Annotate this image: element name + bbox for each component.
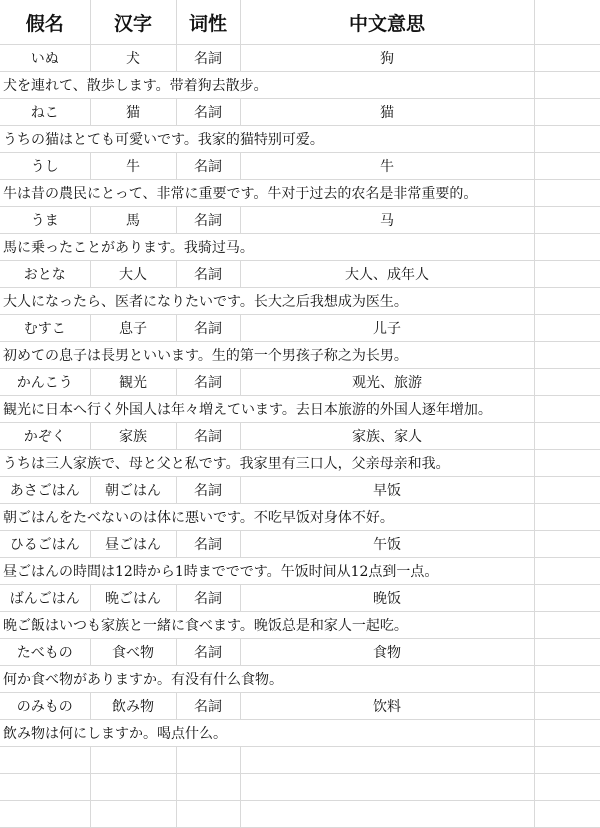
word-meaning: 早饭 bbox=[240, 477, 534, 504]
word-meaning: 午饭 bbox=[240, 531, 534, 558]
word-row bbox=[0, 261, 600, 288]
word-pos: 名詞 bbox=[176, 45, 240, 72]
word-kanji: 飲み物 bbox=[90, 693, 176, 720]
example-row bbox=[0, 234, 600, 261]
empty-cell bbox=[534, 45, 600, 72]
example-sentence: 晩ご飯はいつも家族と一緒に食べます。晚饭总是和家人一起吃。 bbox=[0, 612, 534, 639]
example-row bbox=[0, 612, 600, 639]
word-meaning: 狗 bbox=[240, 45, 534, 72]
empty-cell bbox=[534, 396, 600, 423]
word-meaning: 猫 bbox=[240, 99, 534, 126]
empty-cell bbox=[534, 666, 600, 693]
empty-cell bbox=[534, 342, 600, 369]
word-kana: ねこ bbox=[0, 99, 90, 126]
empty-cell bbox=[534, 261, 600, 288]
empty-cell bbox=[534, 531, 600, 558]
example-row bbox=[0, 126, 600, 153]
empty-cell bbox=[534, 288, 600, 315]
word-meaning: 儿子 bbox=[240, 315, 534, 342]
word-row bbox=[0, 477, 600, 504]
word-meaning: 家族、家人 bbox=[240, 423, 534, 450]
word-pos: 名詞 bbox=[176, 207, 240, 234]
empty-cell bbox=[90, 747, 176, 774]
empty-cell bbox=[534, 153, 600, 180]
word-kanji: 朝ごはん bbox=[90, 477, 176, 504]
empty-cell bbox=[240, 801, 534, 828]
word-pos: 名詞 bbox=[176, 585, 240, 612]
word-kanji: 昼ごはん bbox=[90, 531, 176, 558]
empty-cell bbox=[534, 693, 600, 720]
word-pos: 名詞 bbox=[176, 423, 240, 450]
empty-cell bbox=[534, 558, 600, 585]
header-kana: 假名 bbox=[0, 0, 90, 45]
example-sentence: 朝ごはんをたべないのは体に悪いです。不吃早饭对身体不好。 bbox=[0, 504, 534, 531]
word-kana: たべもの bbox=[0, 639, 90, 666]
empty-cell bbox=[90, 801, 176, 828]
empty-cell bbox=[534, 612, 600, 639]
word-kanji: 晩ごはん bbox=[90, 585, 176, 612]
example-sentence: 初めての息子は長男といいます。生的第一个男孩子称之为长男。 bbox=[0, 342, 534, 369]
word-pos: 名詞 bbox=[176, 315, 240, 342]
empty-cell bbox=[90, 774, 176, 801]
empty-cell bbox=[534, 180, 600, 207]
empty-cell bbox=[0, 774, 90, 801]
word-kana: ばんごはん bbox=[0, 585, 90, 612]
word-kana: かぞく bbox=[0, 423, 90, 450]
example-sentence: 犬を連れて、散歩します。带着狗去散步。 bbox=[0, 72, 534, 99]
example-row bbox=[0, 72, 600, 99]
word-kanji: 息子 bbox=[90, 315, 176, 342]
example-sentence: うちの猫はとても可愛いです。我家的猫特别可爱。 bbox=[0, 126, 534, 153]
empty-cell bbox=[534, 450, 600, 477]
empty-cell bbox=[534, 477, 600, 504]
word-row bbox=[0, 585, 600, 612]
example-sentence: 牛は昔の農民にとって、非常に重要です。牛对于过去的农名是非常重要的。 bbox=[0, 180, 534, 207]
empty-cell bbox=[534, 801, 600, 828]
header-pos: 词性 bbox=[176, 0, 240, 45]
example-row bbox=[0, 720, 600, 747]
word-meaning: 晚饭 bbox=[240, 585, 534, 612]
word-meaning: 饮料 bbox=[240, 693, 534, 720]
blank-row bbox=[0, 801, 600, 828]
word-kanji: 観光 bbox=[90, 369, 176, 396]
header-kanji: 汉字 bbox=[90, 0, 176, 45]
word-kana: ひるごはん bbox=[0, 531, 90, 558]
empty-cell bbox=[534, 720, 600, 747]
word-kana: うし bbox=[0, 153, 90, 180]
empty-cell bbox=[534, 747, 600, 774]
word-pos: 名詞 bbox=[176, 639, 240, 666]
vocab-body bbox=[0, 45, 600, 828]
word-kanji: 牛 bbox=[90, 153, 176, 180]
empty-cell bbox=[176, 801, 240, 828]
word-row bbox=[0, 423, 600, 450]
example-sentence: 観光に日本へ行く外国人は年々増えています。去日本旅游的外国人逐年增加。 bbox=[0, 396, 534, 423]
empty-cell bbox=[534, 207, 600, 234]
word-meaning: 观光、旅游 bbox=[240, 369, 534, 396]
word-row bbox=[0, 99, 600, 126]
example-sentence: 大人になったら、医者になりたいです。长大之后我想成为医生。 bbox=[0, 288, 534, 315]
example-row bbox=[0, 288, 600, 315]
header-meaning: 中文意思 bbox=[240, 0, 534, 45]
empty-cell bbox=[534, 99, 600, 126]
blank-row bbox=[0, 774, 600, 801]
word-row bbox=[0, 369, 600, 396]
word-row bbox=[0, 639, 600, 666]
example-row bbox=[0, 180, 600, 207]
word-row bbox=[0, 693, 600, 720]
header-empty bbox=[534, 0, 600, 45]
word-row bbox=[0, 531, 600, 558]
word-kana: おとな bbox=[0, 261, 90, 288]
word-kanji: 馬 bbox=[90, 207, 176, 234]
word-row bbox=[0, 45, 600, 72]
word-row bbox=[0, 315, 600, 342]
blank-row bbox=[0, 747, 600, 774]
empty-cell bbox=[534, 639, 600, 666]
empty-cell bbox=[534, 585, 600, 612]
word-kana: いぬ bbox=[0, 45, 90, 72]
word-meaning: 食物 bbox=[240, 639, 534, 666]
word-pos: 名詞 bbox=[176, 261, 240, 288]
word-pos: 名詞 bbox=[176, 477, 240, 504]
word-kanji: 食べ物 bbox=[90, 639, 176, 666]
empty-cell bbox=[240, 747, 534, 774]
word-kana: かんこう bbox=[0, 369, 90, 396]
empty-cell bbox=[534, 504, 600, 531]
empty-cell bbox=[176, 774, 240, 801]
empty-cell bbox=[534, 234, 600, 261]
empty-cell bbox=[534, 315, 600, 342]
word-pos: 名詞 bbox=[176, 693, 240, 720]
word-kana: のみもの bbox=[0, 693, 90, 720]
word-meaning: 牛 bbox=[240, 153, 534, 180]
example-sentence: 昼ごはんの時間は12時から1時まででです。午饭时间从12点到一点。 bbox=[0, 558, 534, 585]
example-row bbox=[0, 450, 600, 477]
empty-cell bbox=[534, 126, 600, 153]
word-row bbox=[0, 207, 600, 234]
word-meaning: 大人、成年人 bbox=[240, 261, 534, 288]
empty-cell bbox=[534, 369, 600, 396]
empty-cell bbox=[240, 774, 534, 801]
empty-cell bbox=[534, 774, 600, 801]
example-row bbox=[0, 342, 600, 369]
example-sentence: 飲み物は何にしますか。喝点什么。 bbox=[0, 720, 534, 747]
example-sentence: 何か食べ物がありますか。有没有什么食物。 bbox=[0, 666, 534, 693]
empty-cell bbox=[0, 801, 90, 828]
word-pos: 名詞 bbox=[176, 369, 240, 396]
header-row bbox=[0, 0, 600, 45]
example-sentence: うちは三人家族で、母と父と私です。我家里有三口人，父亲母亲和我。 bbox=[0, 450, 534, 477]
word-kanji: 家族 bbox=[90, 423, 176, 450]
word-row bbox=[0, 153, 600, 180]
word-kana: あさごはん bbox=[0, 477, 90, 504]
empty-cell bbox=[534, 72, 600, 99]
example-sentence: 馬に乗ったことがあります。我骑过马。 bbox=[0, 234, 534, 261]
word-kanji: 犬 bbox=[90, 45, 176, 72]
word-kana: むすこ bbox=[0, 315, 90, 342]
word-kanji: 大人 bbox=[90, 261, 176, 288]
empty-cell bbox=[0, 747, 90, 774]
word-pos: 名詞 bbox=[176, 99, 240, 126]
example-row bbox=[0, 666, 600, 693]
empty-cell bbox=[534, 423, 600, 450]
word-meaning: 马 bbox=[240, 207, 534, 234]
word-kana: うま bbox=[0, 207, 90, 234]
example-row bbox=[0, 396, 600, 423]
word-pos: 名詞 bbox=[176, 531, 240, 558]
empty-cell bbox=[176, 747, 240, 774]
word-kanji: 猫 bbox=[90, 99, 176, 126]
example-row bbox=[0, 558, 600, 585]
example-row bbox=[0, 504, 600, 531]
word-pos: 名詞 bbox=[176, 153, 240, 180]
